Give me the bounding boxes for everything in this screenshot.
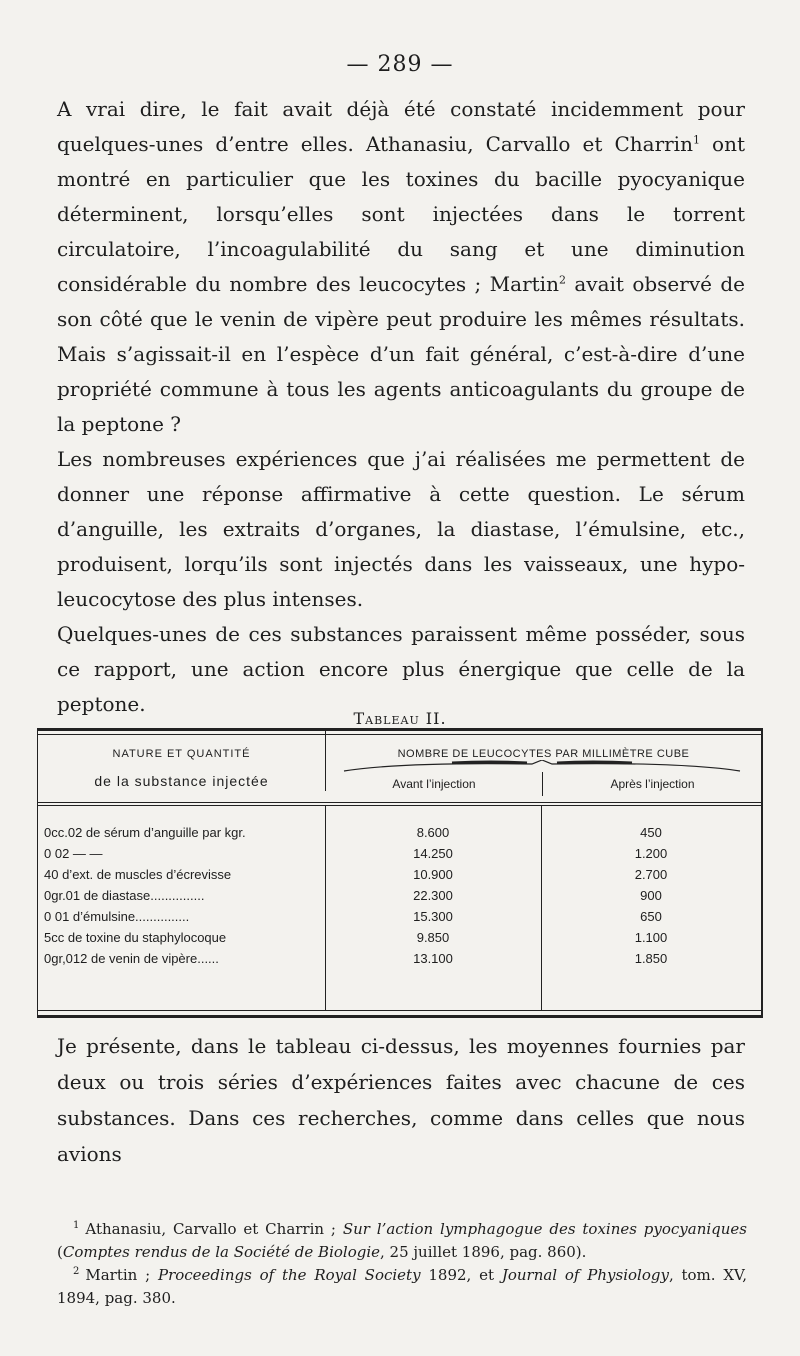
footnote-mark: 2 xyxy=(73,1266,80,1277)
table-body xyxy=(38,822,761,969)
header-leucocytes xyxy=(325,731,761,791)
cell-after: 650 xyxy=(640,909,662,924)
header-rule-2 xyxy=(38,805,761,806)
table-row xyxy=(38,948,761,969)
table-row xyxy=(38,906,761,927)
footnote-ref-1[interactable]: 1 xyxy=(692,133,700,147)
footnote-journal: Comptes rendus de la Société de Biologie xyxy=(62,1243,381,1261)
cell-before: 10.900 xyxy=(413,867,453,882)
footnote-text: , 25 juillet 1896, pag. 860). xyxy=(380,1243,587,1261)
page-number: — 289 — xyxy=(346,52,454,77)
table-row xyxy=(38,822,761,843)
header-rule xyxy=(38,802,761,803)
footnotes xyxy=(57,1218,747,1310)
paragraph-1-part-2: ont montré en particulier que les toxines du bacille pyocyanique déterminent, lorsqu’elles sont injectées dans le torrent circulatoire, l’incoagulabilité du sang et une diminution considérable du nombre des leucocytes ; Martin xyxy=(57,132,745,296)
header-substance xyxy=(38,731,325,791)
cell-substance: 0 01 d’émulsine............... xyxy=(44,909,190,924)
table-row xyxy=(38,864,761,885)
cell-substance: 0gr.01 de diastase............... xyxy=(44,888,205,903)
paragraph-1 xyxy=(57,92,745,442)
header-substance-line2: de la substance injectée xyxy=(94,773,269,789)
cell-after: 1.100 xyxy=(634,930,668,945)
body-text-after-table xyxy=(57,1028,745,1172)
header-substance-line1: NATURE ET QUANTITÉ xyxy=(112,748,251,760)
table-row xyxy=(38,885,761,906)
footnote-text: Athanasiu, Carvallo et Charrin ; xyxy=(85,1220,343,1238)
footnote-2 xyxy=(57,1264,747,1310)
brace-icon xyxy=(342,760,742,772)
footnote-title: Sur l’action lymphagogue des toxines pyocyaniques xyxy=(342,1220,747,1238)
cell-before: 22.300 xyxy=(413,888,453,903)
cell-after: 2.700 xyxy=(634,867,668,882)
cell-before: 15.300 xyxy=(413,909,453,924)
table-caption: Tableau II. xyxy=(353,709,447,728)
paragraph-2: Les nombreuses expériences que j’ai réalisées me permettent de donner une réponse affirmative à cette question. Le sérum d’anguille, les extraits d’organes, la diastase, l’émulsine, etc., produisent, lorqu’ils sont injectés dans les vaisseaux, une hypo-leucocytose des plus intenses. xyxy=(57,447,745,611)
cell-before: 14.250 xyxy=(413,846,453,861)
cell-substance: 0cc.02 de sérum d’anguille par kgr. xyxy=(44,825,246,840)
table-row xyxy=(38,843,761,864)
footnote-1 xyxy=(57,1218,747,1264)
paragraph-1-part-1: A vrai dire, le fait avait déjà été constaté incidemment pour quelques-unes d’entre elles. Athanasiu, Carvallo et Charrin xyxy=(57,97,745,156)
cell-substance: 0 02 — — xyxy=(44,846,103,861)
cell-after: 1.850 xyxy=(634,951,668,966)
cell-before: 9.850 xyxy=(416,930,450,945)
cell-before: 8.600 xyxy=(416,825,450,840)
footnote-text: 1892, et xyxy=(420,1266,502,1284)
cell-after: 450 xyxy=(640,825,662,840)
cell-before: 13.100 xyxy=(413,951,453,966)
body-text xyxy=(57,92,745,722)
footnote-text: , tom. XV, 1894, pag. 380. xyxy=(57,1266,748,1307)
cell-substance: 40 d’ext. de muscles d’écrevisse xyxy=(44,867,232,882)
cell-after: 900 xyxy=(640,888,662,903)
cell-substance: 5cc de toxine du staphylocoque xyxy=(44,930,227,945)
footnote-journal: Journal of Physiology xyxy=(501,1266,669,1284)
footnote-ref-2[interactable]: 2 xyxy=(558,273,566,287)
header-leucocytes-title: NOMBRE DE LEUCOCYTES PAR MILLIMÈTRE CUBE xyxy=(397,748,690,760)
data-table xyxy=(37,728,763,1018)
paragraph-1-part-3: avait observé de son côté que le venin de vipère peut produire les mêmes résultats. Mais s’agissait-il en l’espèce d’un fait général, c’est-à-dire d’une propriété commune à tous les agents anticoagulants du groupe de la peptone ? xyxy=(57,272,745,436)
paragraph-4: Je présente, dans le tableau ci-dessus, les moyennes fournies par deux ou trois séries d’expériences faites avec chacune de ces substances. Dans ces recherches, comme dans celles que nous avions xyxy=(57,1034,745,1166)
cell-after: 1.200 xyxy=(634,846,668,861)
cell-substance: 0gr,012 de venin de vipère...... xyxy=(44,951,219,966)
table-row xyxy=(38,927,761,948)
footnote-mark: 1 xyxy=(73,1220,80,1231)
paragraph-3: Quelques-unes de ces substances paraissent même posséder, sous ce rapport, une action encore plus énergique que celle de la peptone. xyxy=(57,622,745,716)
footnote-journal: Proceedings of the Royal Society xyxy=(157,1266,421,1284)
header-after: Après l’injection xyxy=(542,772,762,796)
footnote-text: Martin ; xyxy=(85,1266,158,1284)
footnote-text: ( xyxy=(57,1243,63,1261)
header-before: Avant l’injection xyxy=(392,777,476,791)
table-bottom-rule xyxy=(38,1010,761,1011)
